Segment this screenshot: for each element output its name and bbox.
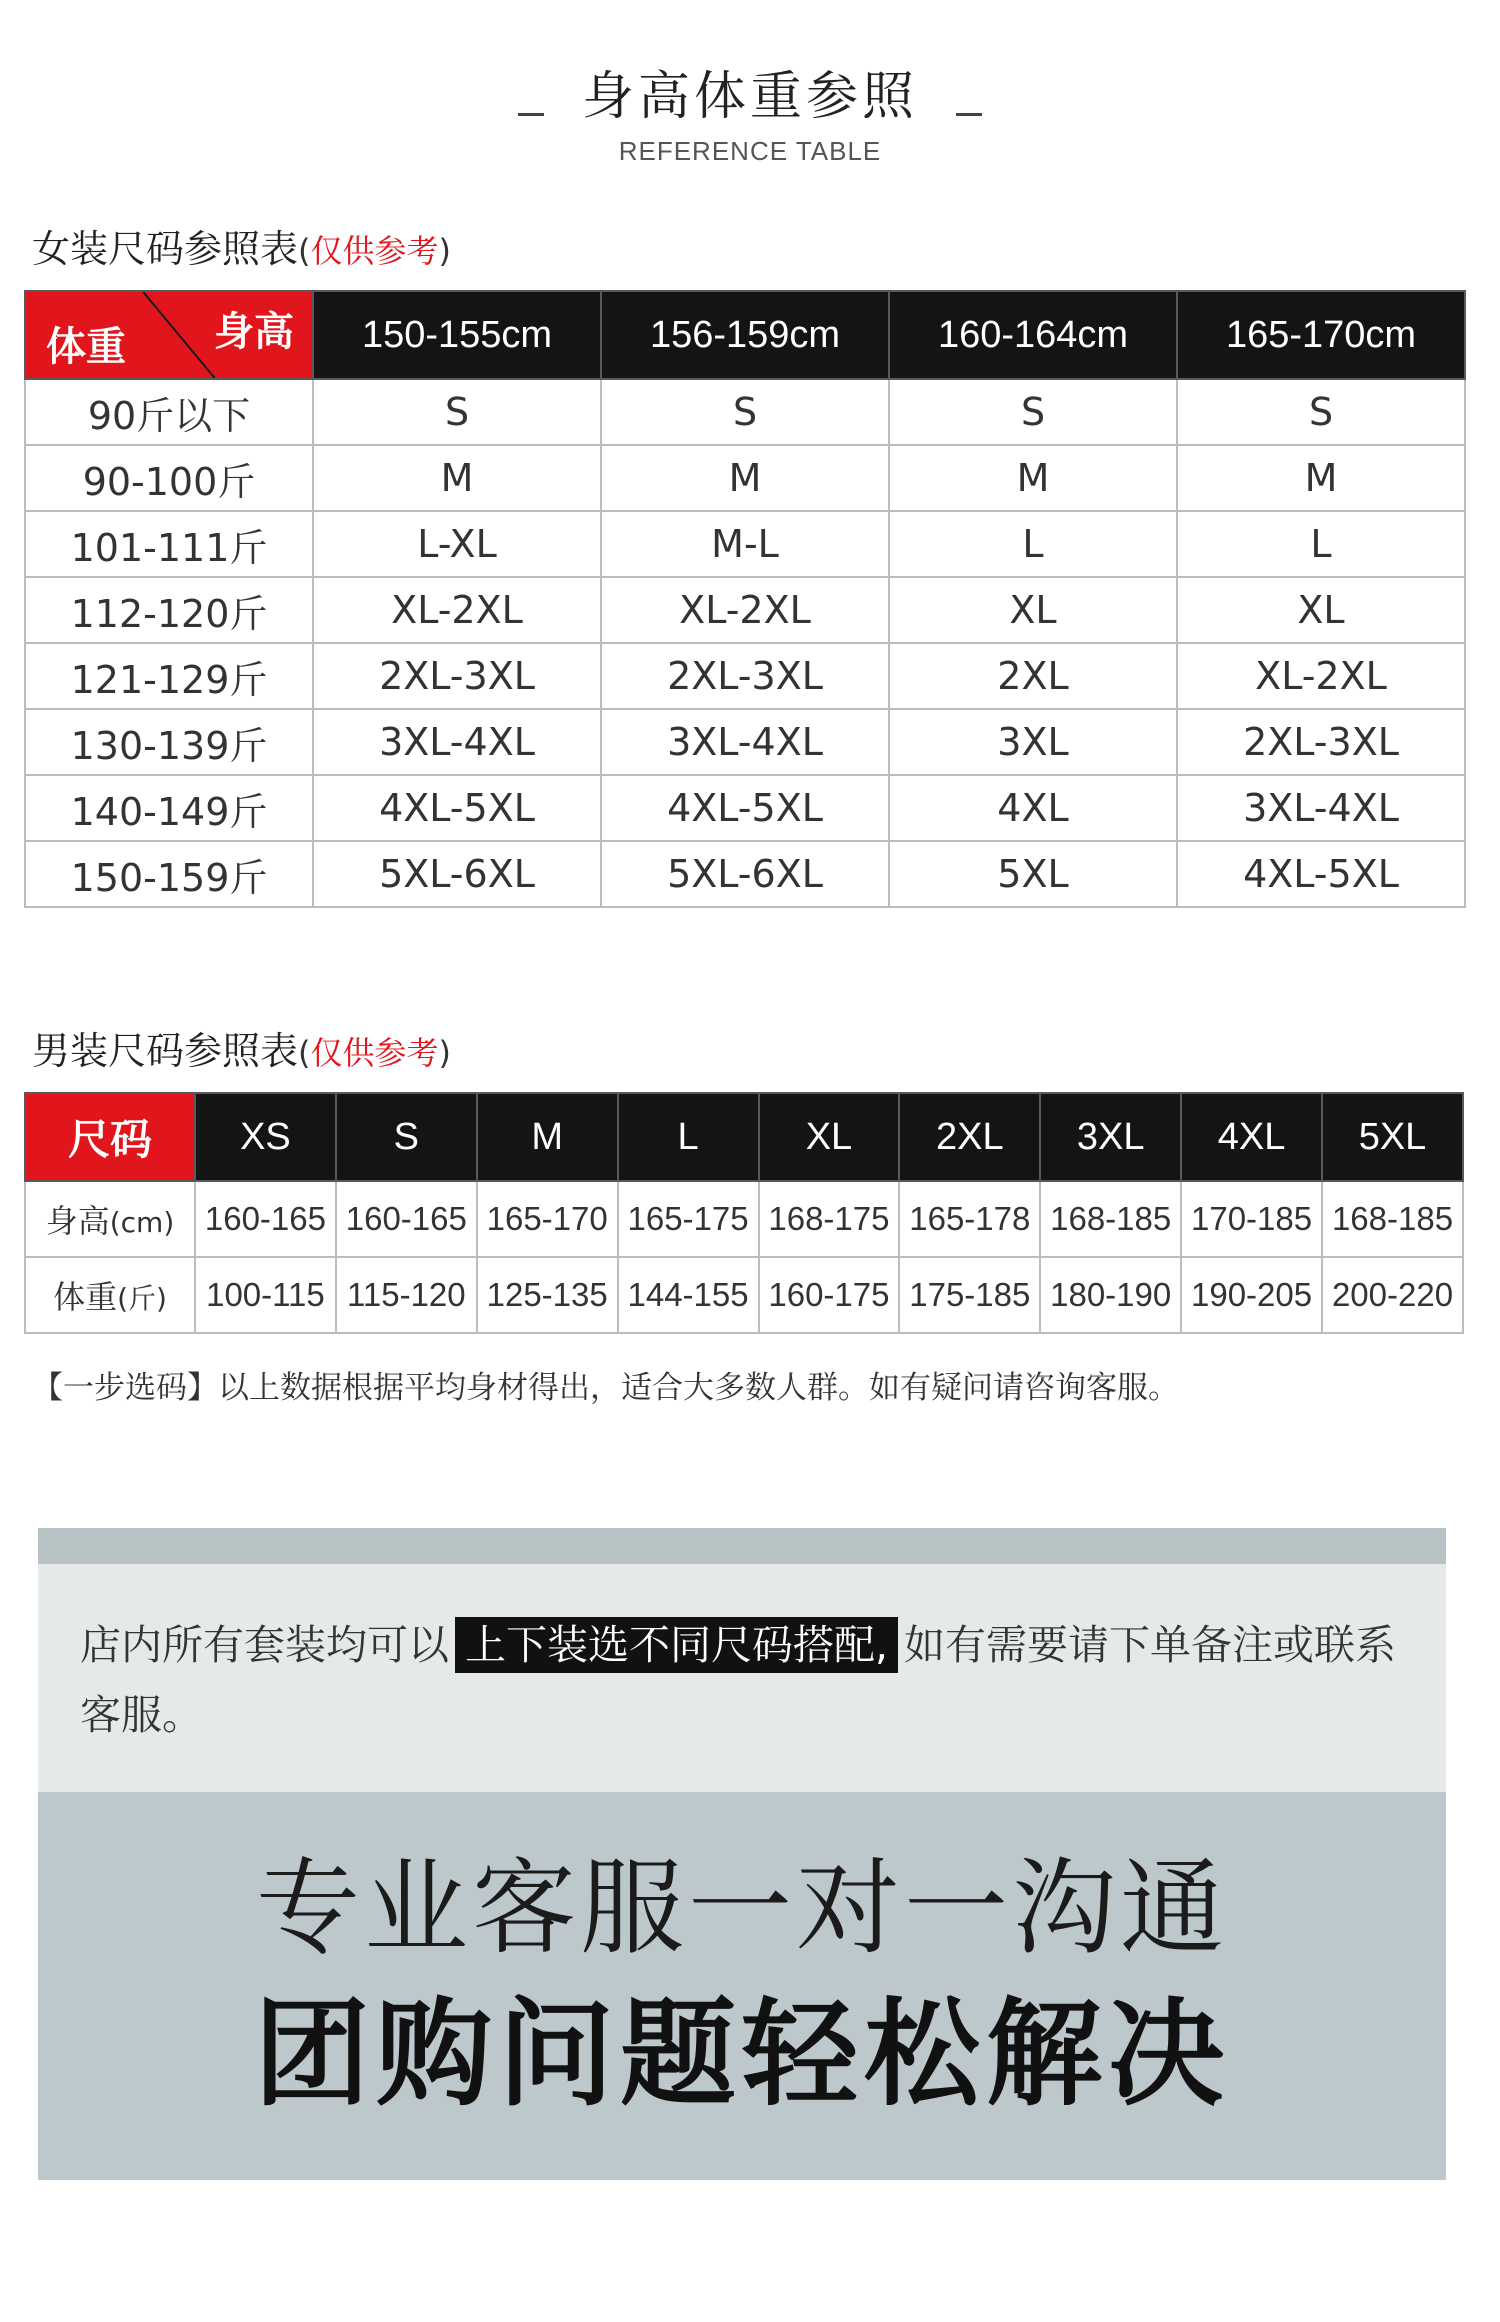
page-title: 身高体重参照 [581, 67, 918, 127]
men-header-row [25, 1093, 1463, 1181]
size-cell: S [889, 379, 1177, 445]
table-row [25, 511, 1465, 577]
corner-height-label: 身高 [214, 310, 294, 354]
height-cell: 165-178 [899, 1181, 1040, 1257]
men-size-col-header: XS [195, 1093, 336, 1181]
men-size-header: 尺码 [25, 1093, 195, 1181]
size-cell: M-L [601, 511, 889, 577]
size-cell: S [313, 379, 601, 445]
height-cell: 170-185 [1181, 1181, 1322, 1257]
women-title: 女装尺码参照表 [32, 227, 299, 271]
weight-cell: 180-190 [1040, 1257, 1181, 1333]
weight-cell: 90斤以下 [25, 379, 313, 445]
size-cell: M [601, 445, 889, 511]
table-row [25, 379, 1465, 445]
size-cell: M [889, 445, 1177, 511]
men-size-col-header: XL [759, 1093, 900, 1181]
men-weight-row [25, 1257, 1463, 1333]
table-row [25, 643, 1465, 709]
weight-cell: 190-205 [1181, 1257, 1322, 1333]
women-col-header: 165-170cm [1177, 291, 1465, 379]
size-cell: 5XL-6XL [313, 841, 601, 907]
men-weight-label: 体重(斤) [25, 1257, 195, 1333]
women-size-table [24, 290, 1466, 908]
size-cell: 4XL-5XL [313, 775, 601, 841]
size-cell: M [1177, 445, 1465, 511]
banner-top-strip [38, 1528, 1446, 1564]
size-cell: 4XL-5XL [1177, 841, 1465, 907]
size-cell: L-XL [313, 511, 601, 577]
page-subtitle: REFERENCE TABLE [618, 136, 882, 166]
height-cell: 165-175 [618, 1181, 759, 1257]
size-cell: 2XL [889, 643, 1177, 709]
size-cell: S [601, 379, 889, 445]
men-section-title: 男装尺码参照表(仅供参考) [32, 1029, 451, 1073]
title-dash-right [956, 113, 982, 116]
men-title: 男装尺码参照表 [32, 1029, 299, 1073]
men-size-col-header: M [477, 1093, 618, 1181]
weight-cell: 90-100斤 [25, 445, 313, 511]
men-height-row [25, 1181, 1463, 1257]
men-size-col-header: L [618, 1093, 759, 1181]
men-size-table [24, 1092, 1464, 1334]
weight-cell: 125-135 [477, 1257, 618, 1333]
corner-weight-label: 体重 [46, 325, 126, 369]
size-cell: S [1177, 379, 1465, 445]
weight-cell: 150-159斤 [25, 841, 313, 907]
table-row [25, 709, 1465, 775]
size-cell: XL-2XL [313, 577, 601, 643]
size-cell: 5XL [889, 841, 1177, 907]
size-cell: XL-2XL [1177, 643, 1465, 709]
size-cell: 2XL-3XL [313, 643, 601, 709]
weight-cell: 160-175 [759, 1257, 900, 1333]
size-cell: 3XL-4XL [1177, 775, 1465, 841]
table-row [25, 775, 1465, 841]
men-size-col-header: 5XL [1322, 1093, 1463, 1181]
page-header [0, 62, 1500, 167]
banner-highlight: 上下装选不同尺码搭配, [455, 1617, 898, 1673]
banner-info-panel [38, 1564, 1446, 1792]
women-section-title: 女装尺码参照表(仅供参考) [32, 227, 451, 271]
size-cell: 3XL [889, 709, 1177, 775]
size-cell: 3XL-4XL [601, 709, 889, 775]
height-cell: 168-175 [759, 1181, 900, 1257]
women-corner-cell [25, 291, 313, 379]
weight-cell: 101-111斤 [25, 511, 313, 577]
weight-cell: 121-129斤 [25, 643, 313, 709]
men-height-label: 身高(cm) [25, 1181, 195, 1257]
table-row [25, 577, 1465, 643]
footnote: 【一步选码】以上数据根据平均身材得出，适合大多数人群。如有疑问请咨询客服。 [32, 1370, 1179, 1406]
women-col-header: 160-164cm [889, 291, 1177, 379]
size-cell: XL [889, 577, 1177, 643]
table-row [25, 445, 1465, 511]
size-cell: M [313, 445, 601, 511]
height-cell: 168-185 [1040, 1181, 1181, 1257]
size-cell: 5XL-6XL [601, 841, 889, 907]
weight-cell: 115-120 [336, 1257, 477, 1333]
height-cell: 160-165 [336, 1181, 477, 1257]
size-cell: L [1177, 511, 1465, 577]
table-row [25, 841, 1465, 907]
weight-cell: 200-220 [1322, 1257, 1463, 1333]
women-header-row [25, 291, 1465, 379]
size-cell: 2XL-3XL [1177, 709, 1465, 775]
weight-cell: 100-115 [195, 1257, 336, 1333]
men-size-col-header: S [336, 1093, 477, 1181]
height-cell: 160-165 [195, 1181, 336, 1257]
weight-cell: 130-139斤 [25, 709, 313, 775]
weight-cell: 144-155 [618, 1257, 759, 1333]
women-col-header: 150-155cm [313, 291, 601, 379]
size-cell: 4XL [889, 775, 1177, 841]
banner-slogan-panel [38, 1792, 1446, 2180]
title-dash-left [518, 113, 544, 116]
men-size-col-header: 2XL [899, 1093, 1040, 1181]
height-cell: 165-170 [477, 1181, 618, 1257]
men-note: 仅供参考 [310, 1034, 439, 1072]
women-col-header: 156-159cm [601, 291, 889, 379]
size-cell: XL-2XL [601, 577, 889, 643]
size-cell: 4XL-5XL [601, 775, 889, 841]
men-size-col-header: 3XL [1040, 1093, 1181, 1181]
banner-info-text: 店内所有套装均可以 上下装选不同尺码搭配, 如有需要请下单备注或联系客服。 [80, 1610, 1420, 1750]
height-cell: 168-185 [1322, 1181, 1463, 1257]
size-cell: 2XL-3XL [601, 643, 889, 709]
size-cell: 3XL-4XL [313, 709, 601, 775]
size-cell: XL [1177, 577, 1465, 643]
slogan-line-1: 专业客服一对一沟通 [255, 1847, 1228, 1969]
size-cell: L [889, 511, 1177, 577]
women-note: 仅供参考 [310, 232, 439, 270]
weight-cell: 140-149斤 [25, 775, 313, 841]
weight-cell: 112-120斤 [25, 577, 313, 643]
weight-cell: 175-185 [899, 1257, 1040, 1333]
slogan-line-2: 团购问题轻松解决 [254, 1987, 1230, 2122]
men-size-col-header: 4XL [1181, 1093, 1322, 1181]
